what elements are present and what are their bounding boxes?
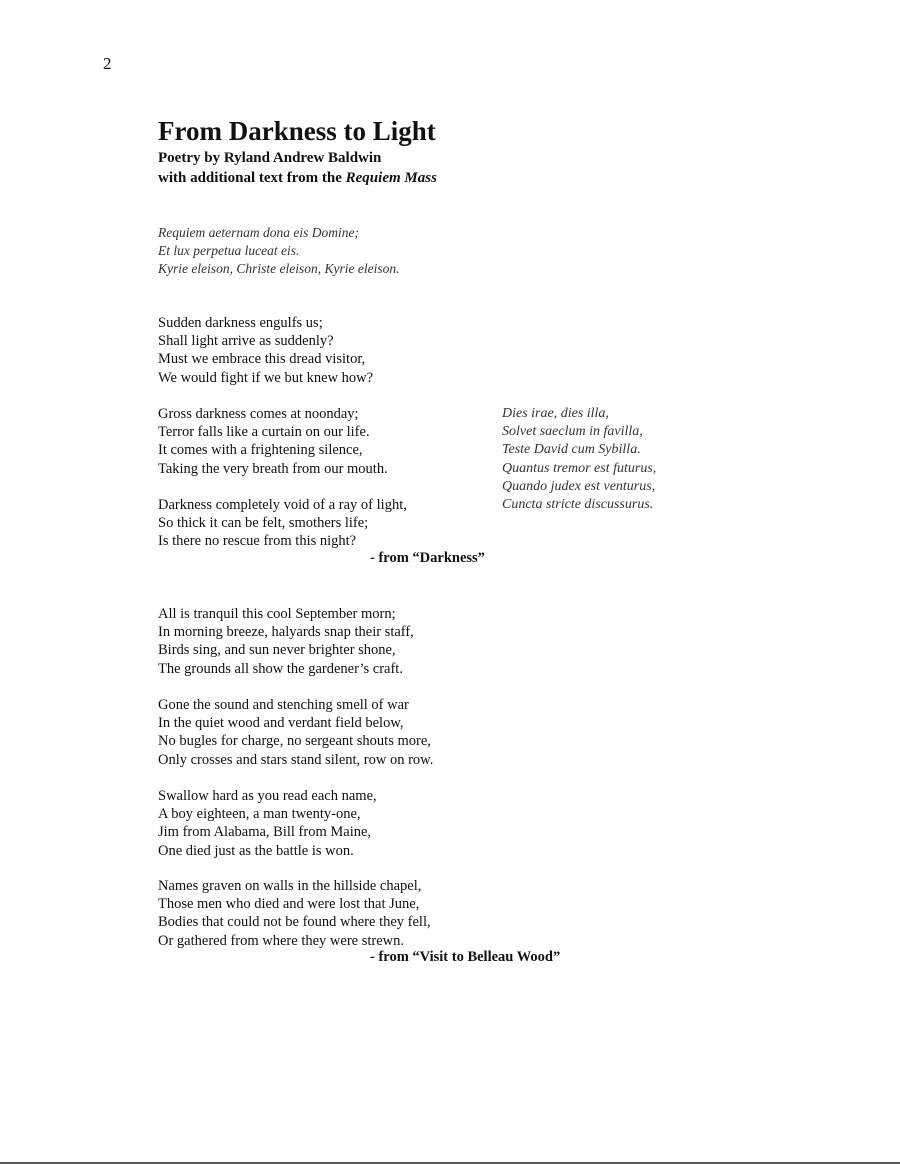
poem-line: We would fight if we but knew how?: [158, 369, 374, 386]
belleau-stanza-1: [158, 605, 414, 678]
darkness-attribution: - from “Darkness”: [370, 550, 485, 566]
poem-line: Sudden darkness engulfs us;: [158, 315, 323, 331]
poem-line: Must we embrace this dread visitor,: [158, 351, 366, 368]
poem-line: Darkness completely void of a ray of light,: [158, 497, 407, 513]
belleau-attribution: - from “Visit to Belleau Wood”: [370, 949, 561, 965]
page-number: 2: [103, 54, 112, 73]
poem-line: The grounds all show the gardener’s craft.: [158, 660, 403, 677]
poem-line: Is there no rescue from this night?: [158, 533, 357, 550]
poem-line: Bodies that could not be found where they fell,: [158, 914, 431, 931]
requiem-mass-title: Requiem Mass: [345, 170, 437, 186]
belleau-stanza-3: [158, 787, 377, 860]
belleau-stanza-4: [158, 877, 431, 950]
poem-line: So thick it can be felt, smothers life;: [158, 515, 369, 532]
latin-intro-line: Kyrie eleison, Christe eleison, Kyrie eleison.: [158, 261, 400, 277]
poem-line: Terror falls like a curtain on our life.: [158, 424, 370, 441]
latin-line: Quantus tremor est futurus,: [502, 460, 657, 476]
poem-line: In morning breeze, halyards snap their staff,: [158, 624, 414, 641]
latin-introit: [158, 224, 399, 279]
darkness-stanza-1: [158, 314, 373, 387]
darkness-stanza-2: [158, 405, 388, 478]
poem-line: Birds sing, and sun never brighter shone,: [158, 642, 396, 659]
poem-line: All is tranquil this cool September morn;: [158, 606, 396, 622]
poem-line: Taking the very breath from our mouth.: [158, 460, 388, 477]
poem-line: Shall light arrive as suddenly?: [158, 333, 334, 350]
latin-line: Dies irae, dies illa,: [502, 406, 609, 421]
author-credit: Poetry by Ryland Andrew Baldwin: [158, 150, 382, 166]
poem-line: In the quiet wood and verdant field below,: [158, 715, 404, 732]
dies-irae-text: [502, 405, 656, 514]
page-title: From Darkness to Light: [158, 116, 436, 146]
poem-line: Only crosses and stars stand silent, row on row.: [158, 751, 434, 768]
additional-text-prefix: with additional text from the: [158, 170, 346, 186]
belleau-stanza-2: [158, 696, 433, 769]
latin-line: Cuncta stricte discussurus.: [502, 497, 654, 513]
poem-line: It comes with a frightening silence,: [158, 442, 363, 459]
poem-line: Those men who died and were lost that June,: [158, 896, 420, 913]
poem-line: Names graven on walls in the hillside chapel,: [158, 878, 422, 894]
latin-intro-line: Requiem aeternam dona eis Domine;: [158, 225, 359, 240]
latin-line: Solvet saeclum in favilla,: [502, 424, 643, 440]
poem-line: Swallow hard as you read each name,: [158, 788, 377, 804]
additional-text-credit: [158, 170, 437, 187]
poem-line: No bugles for charge, no sergeant shouts more,: [158, 733, 431, 750]
poem-line: One died just as the battle is won.: [158, 842, 354, 859]
darkness-stanza-3: [158, 496, 407, 551]
poem-line: Jim from Alabama, Bill from Maine,: [158, 824, 372, 841]
latin-line: Teste David cum Sybilla.: [502, 442, 641, 458]
poem-line: A boy eighteen, a man twenty-one,: [158, 806, 361, 823]
latin-line: Quando judex est venturus,: [502, 478, 656, 494]
latin-intro-line: Et lux perpetua luceat eis.: [158, 243, 300, 259]
poem-line: Or gathered from where they were strewn.: [158, 932, 404, 949]
poem-line: Gross darkness comes at noonday;: [158, 406, 359, 422]
poem-line: Gone the sound and stenching smell of war: [158, 697, 409, 713]
